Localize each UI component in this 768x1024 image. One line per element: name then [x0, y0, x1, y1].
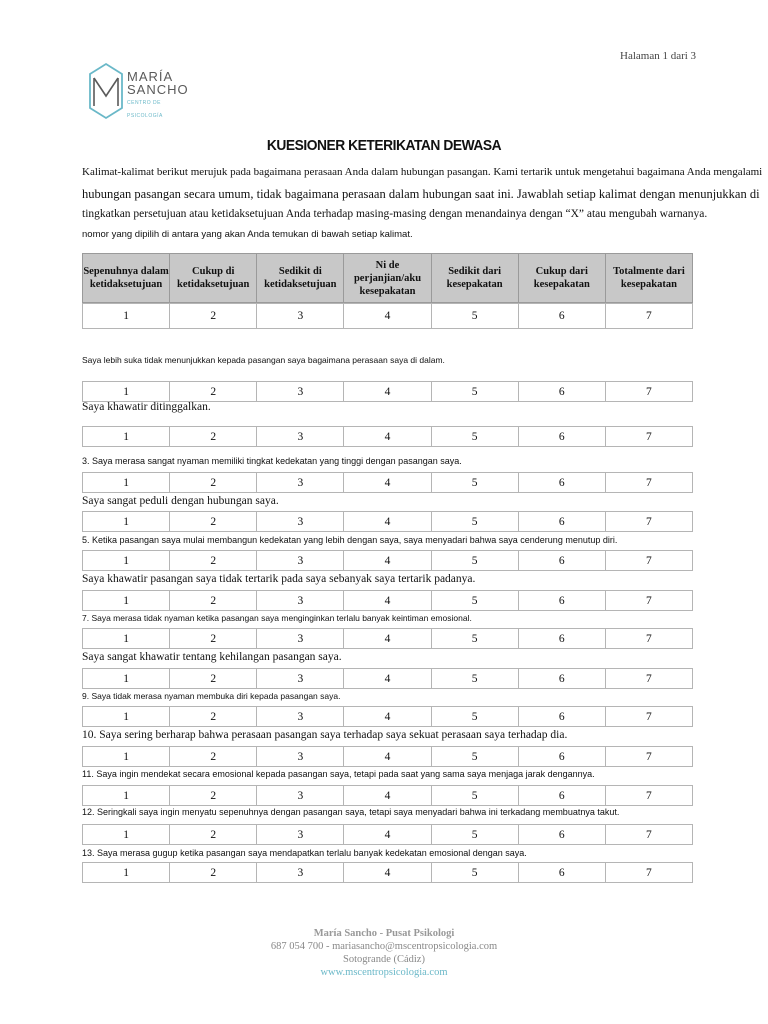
answer-option-6[interactable]: 6 [518, 512, 605, 532]
question-text: Saya lebih suka tidak menunjukkan kepada pasangan saya bagaimana perasaan saya di dalam. [82, 355, 445, 365]
answer-option-5[interactable]: 5 [431, 427, 518, 447]
answer-option-2[interactable]: 2 [170, 707, 257, 727]
scale-header-2: Cukup di ketidaksetujuan [170, 254, 257, 303]
scale-header-5: Sedikit dari kesepakatan [431, 254, 518, 303]
scale-number: 7 [605, 304, 692, 329]
question-text: 13. Saya merasa gugup ketika pasangan saya mendapatkan terlalu banyak kedekatan emosional dengan saya. [82, 848, 527, 858]
question-text: Saya sangat peduli dengan hubungan saya. [82, 495, 279, 507]
answer-option-4[interactable]: 4 [344, 473, 431, 493]
answer-option-3[interactable]: 3 [257, 473, 344, 493]
scale-header-table [82, 253, 693, 303]
answer-option-4[interactable]: 4 [344, 512, 431, 532]
answer-option-6[interactable]: 6 [518, 382, 605, 402]
answer-option-1[interactable]: 1 [83, 473, 170, 493]
answer-option-5[interactable]: 5 [431, 591, 518, 611]
question-text: 7. Saya merasa tidak nyaman ketika pasangan saya menginginkan terlalu banyak keintiman emosional. [82, 613, 472, 623]
answer-option-5[interactable]: 5 [431, 863, 518, 883]
answer-option-5[interactable]: 5 [431, 707, 518, 727]
answer-scale-row [82, 550, 693, 571]
logo-wordmark: MARÍA SANCHO CENTRO DE PSICOLOGÍA [127, 69, 189, 119]
answer-option-1[interactable]: 1 [83, 747, 170, 767]
answer-option-5[interactable]: 5 [431, 473, 518, 493]
answer-option-1[interactable]: 1 [83, 707, 170, 727]
answer-option-2[interactable]: 2 [170, 591, 257, 611]
answer-option-6[interactable]: 6 [518, 863, 605, 883]
question-text: 10. Saya sering berharap bahwa perasaan pasangan saya terhadap saya sekuat perasaan saya terhadap dia. [82, 729, 568, 741]
answer-option-7[interactable]: 7 [605, 382, 692, 402]
answer-option-5[interactable]: 5 [431, 512, 518, 532]
answer-option-4[interactable]: 4 [344, 669, 431, 689]
intro-line: nomor yang dipilih di antara yang akan Anda temukan di bawah setiap kalimat. [82, 229, 413, 240]
answer-option-7[interactable]: 7 [605, 591, 692, 611]
question-text: 11. Saya ingin mendekat secara emosional kepada pasangan saya, tetapi pada saat yang sama saya menjaga jarak dengannya. [82, 769, 595, 779]
answer-scale-row [82, 862, 693, 883]
answer-option-6[interactable]: 6 [518, 747, 605, 767]
answer-option-7[interactable]: 7 [605, 669, 692, 689]
answer-option-7[interactable]: 7 [605, 863, 692, 883]
answer-scale-row [82, 785, 693, 806]
answer-option-1[interactable]: 1 [83, 512, 170, 532]
answer-option-3[interactable]: 3 [257, 512, 344, 532]
answer-scale-row [82, 668, 693, 689]
answer-option-6[interactable]: 6 [518, 591, 605, 611]
answer-option-2[interactable]: 2 [170, 786, 257, 806]
answer-option-3[interactable]: 3 [257, 551, 344, 571]
answer-option-3[interactable]: 3 [257, 707, 344, 727]
answer-option-3[interactable]: 3 [257, 747, 344, 767]
answer-option-6[interactable]: 6 [518, 551, 605, 571]
answer-option-2[interactable]: 2 [170, 747, 257, 767]
answer-option-3[interactable]: 3 [257, 382, 344, 402]
scale-number: 2 [170, 304, 257, 329]
page-title: KUESIONER KETERIKATAN DEWASA [266, 137, 502, 154]
answer-option-4[interactable]: 4 [344, 707, 431, 727]
answer-scale-row [82, 511, 693, 532]
answer-option-6[interactable]: 6 [518, 473, 605, 493]
logo [88, 62, 198, 120]
scale-header-1: Sepenuhnya dalam ketidaksetujuan [83, 254, 170, 303]
answer-option-3[interactable]: 3 [257, 629, 344, 649]
answer-option-7[interactable]: 7 [605, 427, 692, 447]
answer-option-2[interactable]: 2 [170, 512, 257, 532]
answer-option-2[interactable]: 2 [170, 551, 257, 571]
answer-option-5[interactable]: 5 [431, 786, 518, 806]
answer-option-2[interactable]: 2 [170, 382, 257, 402]
answer-option-1[interactable]: 1 [83, 551, 170, 571]
question-text: 12. Seringkali saya ingin menyatu sepenuhnya dengan pasangan saya, tetapi saya menyadari bahwa ini terkadang membuatnya takut. [82, 807, 620, 817]
answer-option-7[interactable]: 7 [605, 551, 692, 571]
scale-header-7: Totalmente dari kesepakatan [605, 254, 692, 303]
answer-option-7[interactable]: 7 [605, 473, 692, 493]
answer-option-4[interactable]: 4 [344, 863, 431, 883]
answer-option-2[interactable]: 2 [170, 863, 257, 883]
answer-option-4[interactable]: 4 [344, 825, 431, 845]
footer-location: Sotogrande (Cádiz) [343, 954, 425, 965]
answer-option-4[interactable]: 4 [344, 551, 431, 571]
answer-option-3[interactable]: 3 [257, 863, 344, 883]
question-text: Saya khawatir pasangan saya tidak tertarik pada saya sebanyak saya tertarik padanya. [82, 573, 476, 585]
intro-line: Kalimat-kalimat berikut merujuk pada bagaimana perasaan Anda dalam hubungan pasangan. Kami tertarik untuk mengetahui bagaimana Anda mengalami [82, 166, 763, 178]
answer-option-7[interactable]: 7 [605, 825, 692, 845]
answer-option-1[interactable]: 1 [83, 427, 170, 447]
scale-number: 1 [83, 304, 170, 329]
answer-scale-row [82, 706, 693, 727]
footer-website-link[interactable]: www.mscentropsicologia.com [320, 967, 448, 978]
answer-option-1[interactable]: 1 [83, 786, 170, 806]
answer-option-4[interactable]: 4 [344, 786, 431, 806]
answer-option-7[interactable]: 7 [605, 786, 692, 806]
footer-contact: 687 054 700 - mariasancho@mscentropsicologia.com [270, 941, 498, 952]
answer-option-6[interactable]: 6 [518, 786, 605, 806]
answer-option-3[interactable]: 3 [257, 591, 344, 611]
footer-name: María Sancho - Pusat Psikologi [313, 928, 455, 939]
answer-option-3[interactable]: 3 [257, 786, 344, 806]
scale-header-3: Sedikit di ketidaksetujuan [257, 254, 344, 303]
answer-option-6[interactable]: 6 [518, 629, 605, 649]
answer-option-5[interactable]: 5 [431, 551, 518, 571]
answer-option-4[interactable]: 4 [344, 591, 431, 611]
answer-option-7[interactable]: 7 [605, 747, 692, 767]
scale-number: 4 [344, 304, 431, 329]
answer-option-5[interactable]: 5 [431, 669, 518, 689]
scale-header-4: Ni de perjanjian/aku kesepakatan [344, 254, 431, 303]
answer-option-4[interactable]: 4 [344, 382, 431, 402]
intro-line: tingkatkan persetujuan atau ketidaksetujuan Anda terhadap masing-masing dengan menandainya dengan “X” atau mengubah warnanya. [82, 208, 708, 220]
answer-option-1[interactable]: 1 [83, 863, 170, 883]
scale-number: 3 [257, 304, 344, 329]
answer-option-5[interactable]: 5 [431, 382, 518, 402]
logo-mark-icon [88, 62, 128, 120]
answer-option-7[interactable]: 7 [605, 629, 692, 649]
answer-option-2[interactable]: 2 [170, 825, 257, 845]
answer-scale-row [82, 824, 693, 845]
scale-number: 5 [431, 304, 518, 329]
intro-line: hubungan pasangan secara umum, tidak bagaimana perasaan dalam hubungan saat ini. Jawablah setiap kalimat dengan menunjukkan di [82, 187, 760, 201]
answer-option-4[interactable]: 4 [344, 629, 431, 649]
question-text: 3. Saya merasa sangat nyaman memiliki tingkat kedekatan yang tinggi dengan pasangan saya. [82, 456, 462, 466]
answer-option-1[interactable]: 1 [83, 669, 170, 689]
scale-number: 6 [518, 304, 605, 329]
answer-option-1[interactable]: 1 [83, 629, 170, 649]
answer-scale-row [82, 590, 693, 611]
answer-option-3[interactable]: 3 [257, 427, 344, 447]
answer-option-2[interactable]: 2 [170, 629, 257, 649]
answer-option-6[interactable]: 6 [518, 669, 605, 689]
answer-option-7[interactable]: 7 [605, 707, 692, 727]
answer-scale-row [82, 746, 693, 767]
answer-option-6[interactable]: 6 [518, 825, 605, 845]
answer-option-2[interactable]: 2 [170, 427, 257, 447]
answer-scale-row [82, 426, 693, 447]
answer-option-2[interactable]: 2 [170, 669, 257, 689]
scale-number-row [82, 303, 693, 329]
question-text: 9. Saya tidak merasa nyaman membuka diri kepada pasangan saya. [82, 691, 341, 701]
answer-option-5[interactable]: 5 [431, 629, 518, 649]
answer-option-1[interactable]: 1 [83, 591, 170, 611]
page-number: Halaman 1 dari 3 [620, 50, 697, 62]
answer-option-7[interactable]: 7 [605, 512, 692, 532]
question-text: 5. Ketika pasangan saya mulai membangun kedekatan yang lebih dengan saya, saya menyadari bahwa saya cenderung menutup diri. [82, 535, 618, 545]
answer-scale-row [82, 381, 693, 402]
answer-option-3[interactable]: 3 [257, 825, 344, 845]
answer-scale-row [82, 628, 693, 649]
answer-option-3[interactable]: 3 [257, 669, 344, 689]
question-text: Saya khawatir ditinggalkan. [82, 401, 211, 413]
answer-option-4[interactable]: 4 [344, 427, 431, 447]
answer-option-4[interactable]: 4 [344, 747, 431, 767]
answer-option-6[interactable]: 6 [518, 707, 605, 727]
answer-option-2[interactable]: 2 [170, 473, 257, 493]
answer-option-1[interactable]: 1 [83, 382, 170, 402]
question-text: Saya sangat khawatir tentang kehilangan pasangan saya. [82, 651, 342, 663]
answer-option-1[interactable]: 1 [83, 825, 170, 845]
answer-option-5[interactable]: 5 [431, 747, 518, 767]
answer-option-6[interactable]: 6 [518, 427, 605, 447]
scale-header-6: Cukup dari kesepakatan [518, 254, 605, 303]
answer-option-5[interactable]: 5 [431, 825, 518, 845]
answer-scale-row [82, 472, 693, 493]
